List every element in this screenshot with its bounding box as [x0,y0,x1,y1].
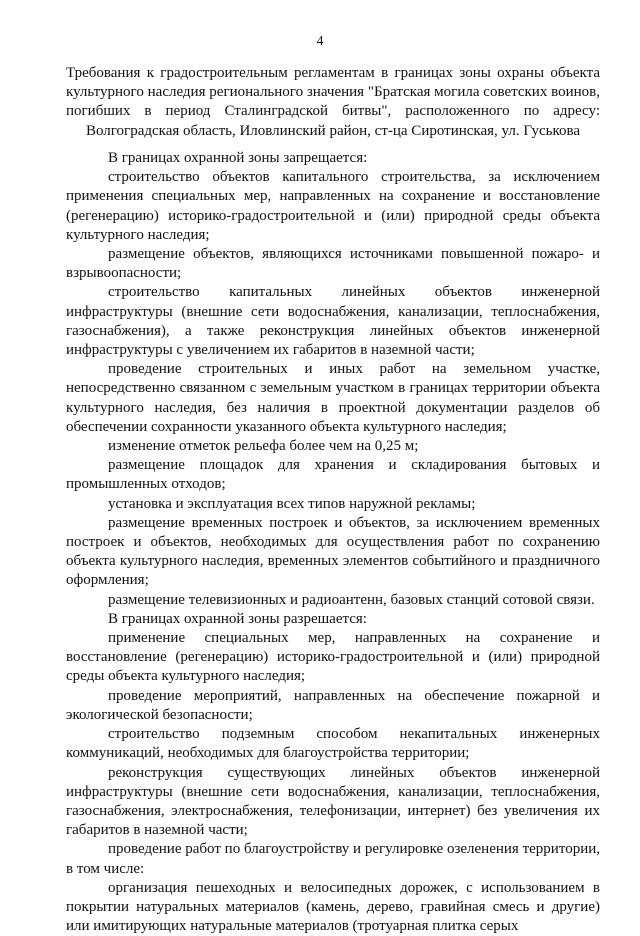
paragraph: установка и эксплуатация всех типов наружной рекламы; [108,495,476,512]
document-heading: Требования к градостроительным регламентам в границах зоны охраны объекта культурного наследия регионального значения "Братская могила советских воинов, погибших в период Сталинградской битвы", расположенного по адресу: Волгоградская область, Иловлинский район, ст-ца Сиротинская, ул. Гуськова [66,65,600,139]
paragraph: размещение объектов, являющихся источниками повышенной пожаро- и взрывоопасности; [66,246,600,282]
paragraph: применение специальных мер, направленных на сохранение и восстановление (регенерацию) историко-градостроительной и (или) природной среды объекта культурного наследия; [66,630,600,685]
document-body [66,149,600,936]
paragraph-allowed-heading: В границах охранной зоны разрешается: [108,610,367,627]
paragraph: организация пешеходных и велосипедных дорожек, с использованием в покрытии натуральных материалов (камень, дерево, гравийная смесь и другие) или имитирующих натуральные материалов (тротуарная плитка серых [66,879,600,935]
paragraph: строительство капитальных линейных объектов инженерной инфраструктуры (внешние сети водоснабжения, канализации, теплоснабжения, газоснабжения), а также реконструкция линейных объектов инженерной инфраструктуры с увеличением их габаритов в наземной части; [66,284,600,359]
paragraph: изменение отметок рельефа более чем на 0,25 м; [108,438,419,455]
paragraph: размещение временных построек и объектов, за исключением временных построек и объектов, необходимых для осуществления работ по сохранению объекта культурного наследия, временных элементов событийного и праздничного оформления; [66,514,600,589]
paragraph: размещение площадок для хранения и складирования бытовых и промышленных отходов; [66,457,600,493]
paragraph-prohibited-heading: В границах охранной зоны запрещается: [108,150,368,166]
paragraph: размещение телевизионных и радиоантенн, базовых станций сотовой связи. [108,591,595,608]
paragraph: строительство подземным способом некапитальных инженерных коммуникаций, необходимых для благоустройства территории; [66,726,600,762]
paragraph: строительство объектов капитального строительства, за исключением применения специальных мер, направленных на сохранение и восстановление (регенерацию) историко-градостроительной и (или) природной среды объекта культурного наследия; [66,169,600,243]
paragraph: реконструкция существующих линейных объектов инженерной инфраструктуры (внешние сети водоснабжения, канализации, теплоснабжения, газоснабжения, электроснабжения, телефонизации, интернет) без увеличения их габаритов в наземной части; [66,764,600,839]
paragraph: проведение строительных и иных работ на земельном участке, непосредственно связанном с земельным участком в границах территории объекта культурного наследия, без наличия в проектной документации разделов об обеспечении сохранности указанного объекта культурного наследия; [66,361,600,435]
paragraph: проведение мероприятий, направленных на обеспечение пожарной и экологической безопасности; [66,687,600,723]
paragraph: проведение работ по благоустройству и регулировке озеленения территории, в том числе: [66,841,600,877]
page-number: 4 [316,34,324,49]
